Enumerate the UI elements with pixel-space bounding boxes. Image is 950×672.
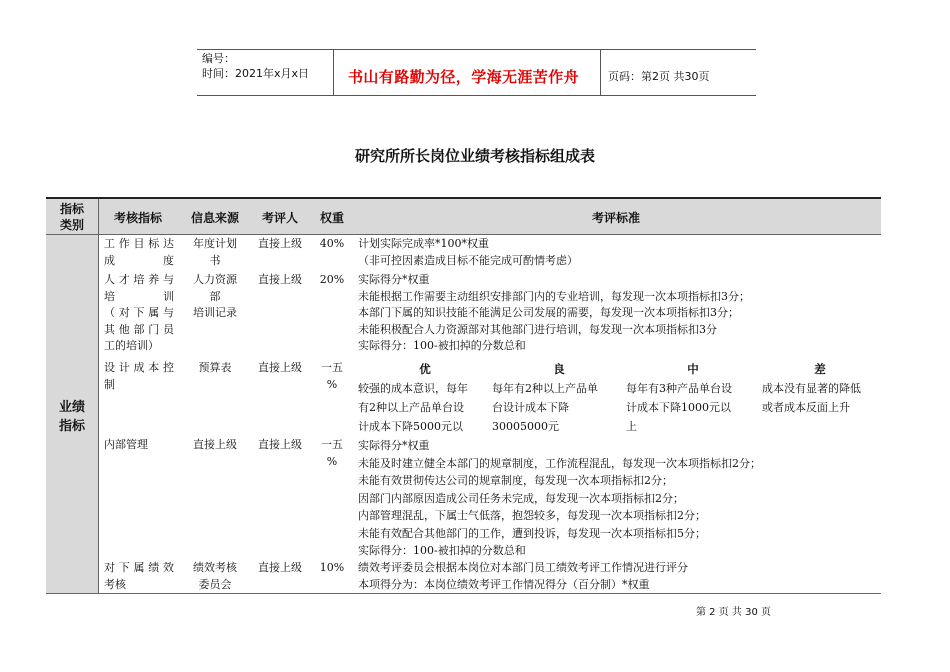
- table-cell-standard: 绩效考评委员会根据本岗位对本部门员工绩效考评工作情况进行评分 本项得分为：本岗位绩效考评工作情况得分（百分制）*权重: [358, 561, 688, 591]
- table-cell-evaluator: 直接上级: [258, 438, 302, 451]
- table-cell-indicator: 工作目标达 成度: [104, 237, 174, 267]
- grade-label-excellent: 优: [419, 362, 431, 376]
- table-bottom-rule: [46, 593, 881, 594]
- page-footer: 第 2 页 共 30 页: [696, 607, 771, 618]
- document-header: [197, 49, 756, 96]
- document-number-label: 编号：: [202, 52, 235, 65]
- table-cell-evaluator: 直接上级: [258, 237, 302, 250]
- table-cell-source: 绩效考核 委员会: [193, 561, 237, 591]
- table-cell-weight: 一五 %: [321, 361, 343, 391]
- header-evaluator: 考评人: [261, 211, 298, 225]
- document-time-label: 时间：2021年x月x日: [202, 67, 310, 80]
- document-title: 研究所所长岗位业绩考核指标组成表: [354, 147, 595, 165]
- header-motto-cell: [334, 50, 800, 95]
- grade-text-poor: 成本没有显著的降低 或者成本反面上升: [762, 382, 861, 414]
- table-cell-evaluator: 直接上级: [258, 361, 302, 374]
- category-divider: [98, 199, 99, 593]
- table-cell-weight: 40%: [319, 237, 345, 250]
- table-cell-indicator: 对下属绩效 考核: [104, 561, 174, 591]
- header-motto: 书山有路勤为径，学海无涯苦作舟: [348, 68, 580, 86]
- category-label-line: 指标: [58, 419, 85, 434]
- header-info-cell: [197, 50, 334, 95]
- grade-label-good: 良: [553, 362, 565, 376]
- header-indicator: 考核指标: [113, 211, 162, 225]
- header-divider: [600, 50, 601, 95]
- table-cell-evaluator: 直接上级: [258, 273, 302, 286]
- table-cell-evaluator: 直接上级: [258, 561, 302, 574]
- table-cell-indicator: 内部管理: [104, 438, 148, 451]
- category-label: [46, 398, 98, 436]
- header-page-label: 页码：第2页 共30页: [608, 70, 710, 83]
- table-cell-indicator: 设计成本控 制: [104, 361, 174, 391]
- table-cell-standard: 计划实际完成率*100*权重 （非可控因素造成目标不能完成可酌情考虑）: [358, 237, 578, 267]
- grade-text-good: 每年有2种以上产品单 台设计成本下降 30005000元: [492, 382, 598, 433]
- grade-text-excellent: 较强的成本意识，每年 有2种以上产品单台设 计成本下降5000元以: [358, 382, 468, 433]
- table-cell-indicator: 人才培养与 培训 （对下属与 其他部门员 工的培训）: [104, 273, 174, 352]
- header-source: 信息来源: [190, 211, 239, 225]
- header-weight: 权重: [319, 211, 344, 225]
- table-cell-source: 人力资源 部 培训记录: [193, 273, 237, 319]
- header-category: 指标 类别: [59, 202, 84, 232]
- grade-label-average: 中: [687, 362, 699, 376]
- table-cell-standard: 实际得分*权重 未能及时建立健全本部门的规章制度，工作流程混乱，每发现一次本项指标扣2分； 未能有效贯彻传达公司的规章制度，每发现一次本项指标扣2分； 因部门内部原因造成公司任务未完成，每发现一次本项指标扣2分； 内部管理混乱，下属士气低落，抱怨较多，每发现一次本项指标扣2分； 未能有效配合其他部门的工作，遭到投诉，每发现一次本项指标扣5分； 实际得分：100-被扣掉的分数总和: [358, 439, 761, 557]
- grade-text-average: 每年有3种产品单台设 计成本下降1000元以 上: [626, 382, 732, 433]
- table-cell-source: 年度计划 书: [193, 237, 237, 267]
- table-header-row: [46, 199, 881, 235]
- table-cell-weight: 一五 %: [321, 438, 343, 468]
- table-cell-weight: 10%: [319, 561, 345, 574]
- table-cell-standard: 实际得分*权重 未能根据工作需要主动组织安排部门内的专业培训，每发现一次本项指标扣3分； 本部门下属的知识技能不能满足公司发展的需要，每发现一次本项指标扣3分； 未能积极配合人力资源部对其他部门进行培训，每发现一次本项指标扣3分 实际得分：100-被扣掉的分数总和: [358, 273, 750, 352]
- table-cell-source: 预算表: [198, 361, 232, 374]
- grade-label-poor: 差: [814, 362, 826, 376]
- table-cell-source: 直接上级: [193, 438, 237, 451]
- header-standard: 考评标准: [591, 211, 640, 225]
- category-label-line: 业绩: [58, 400, 85, 415]
- table-cell-weight: 20%: [319, 273, 345, 286]
